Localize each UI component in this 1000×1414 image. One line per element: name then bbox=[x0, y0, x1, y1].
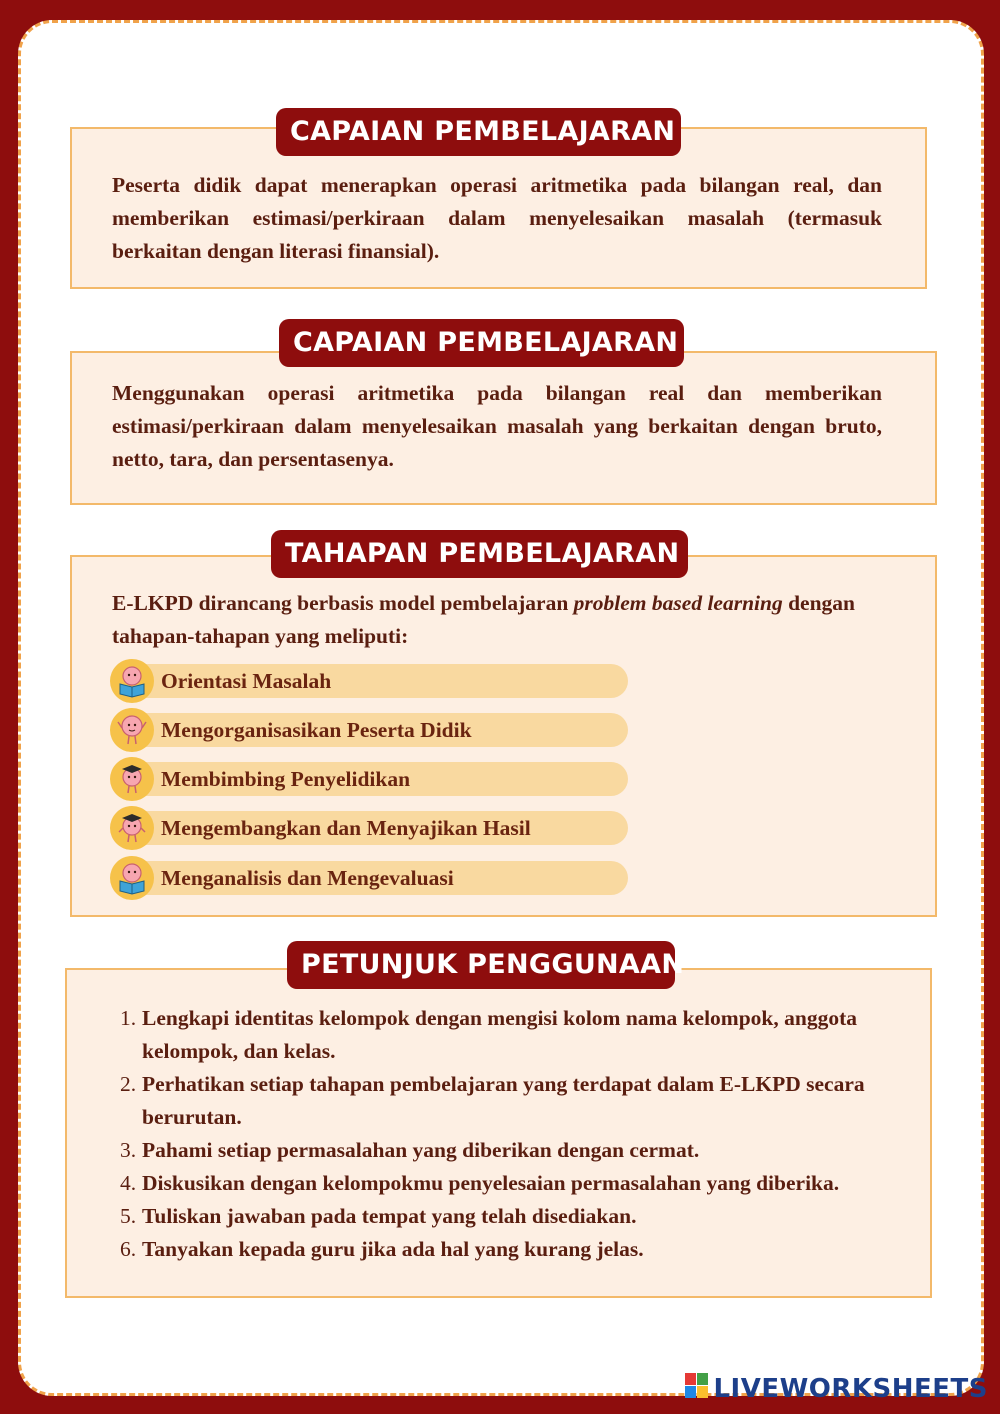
petunjuk-section bbox=[65, 968, 932, 1298]
instruction-number: 5. bbox=[120, 1204, 137, 1228]
instruction-text: Perhatikan setiap tahapan pembelajaran yang terdapat dalam E-LKPD secara berurutan. bbox=[142, 1072, 865, 1129]
instruction-item bbox=[120, 1002, 910, 1068]
liveworksheets-logo-icon bbox=[685, 1373, 709, 1404]
instruction-number: 1. bbox=[120, 1006, 137, 1030]
step-item bbox=[112, 861, 628, 895]
instruction-item bbox=[120, 1068, 910, 1134]
capaian-title-1: CAPAIAN PEMBELAJARAN bbox=[276, 108, 681, 156]
step-label: Orientasi Masalah bbox=[161, 669, 332, 693]
instruction-item bbox=[120, 1200, 910, 1233]
step-item bbox=[112, 762, 628, 796]
tahapan-intro bbox=[112, 587, 904, 653]
instruction-text: Tuliskan jawaban pada tempat yang telah disediakan. bbox=[142, 1204, 637, 1228]
instruction-item bbox=[120, 1233, 910, 1266]
capaian-section-2 bbox=[70, 351, 937, 505]
step-item bbox=[112, 811, 628, 845]
instruction-number: 3. bbox=[120, 1138, 137, 1162]
instruction-number: 2. bbox=[120, 1072, 137, 1096]
capaian-text-1: Peserta didik dapat menerapkan operasi aritmetika pada bilangan real, dan memberikan estimasi/perkiraan dalam menyelesaikan masalah (termasuk berkaitan dengan literasi finansial). bbox=[112, 173, 882, 263]
tahapan-section bbox=[70, 555, 937, 917]
instruction-text: Tanyakan kepada guru jika ada hal yang kurang jelas. bbox=[142, 1237, 644, 1261]
instruction-text: Lengkapi identitas kelompok dengan mengisi kolom nama kelompok, anggota kelompok, dan kelas. bbox=[142, 1006, 858, 1063]
instruction-number: 4. bbox=[120, 1171, 137, 1195]
capaian-title-2: CAPAIAN PEMBELAJARAN bbox=[279, 319, 684, 367]
instruction-item bbox=[120, 1134, 910, 1167]
watermark-text: LIVEWORKSHEETS bbox=[713, 1373, 988, 1404]
step-item bbox=[112, 713, 628, 747]
step-label: Mengorganisasikan Peserta Didik bbox=[161, 718, 472, 742]
brain-reading-book-icon bbox=[110, 659, 154, 703]
instruction-list bbox=[120, 1002, 910, 1266]
capaian-text-2: Menggunakan operasi aritmetika pada bilangan real dan memberikan estimasi/perkiraan dalam menyelesaikan masalah yang berkaitan dengan bruto, netto, tara, dan persentasenya. bbox=[112, 381, 882, 471]
tahapan-title: TAHAPAN PEMBELAJARAN bbox=[271, 530, 688, 578]
instruction-text: Diskusikan dengan kelompokmu penyelesaian permasalahan yang diberika. bbox=[142, 1171, 840, 1195]
step-label: Membimbing Penyelidikan bbox=[161, 767, 411, 791]
tahapan-intro-italic: problem based learning bbox=[573, 591, 783, 615]
step-item bbox=[112, 664, 628, 698]
step-label: Mengembangkan dan Menyajikan Hasil bbox=[161, 816, 531, 840]
brain-graduate-icon bbox=[110, 806, 154, 850]
brain-thinking-icon bbox=[110, 708, 154, 752]
instruction-text: Pahami setiap permasalahan yang diberikan dengan cermat. bbox=[142, 1138, 700, 1162]
instruction-item bbox=[120, 1167, 910, 1200]
tahapan-intro-before: E-LKPD dirancang berbasis model pembelajaran bbox=[112, 591, 574, 615]
brain-reading-book-icon bbox=[110, 856, 154, 900]
worksheet-page bbox=[18, 20, 984, 1396]
liveworksheets-watermark bbox=[685, 1373, 988, 1404]
brain-graduate-icon bbox=[110, 757, 154, 801]
instruction-number: 6. bbox=[120, 1237, 137, 1261]
tahapan-intro-after: dengan tahapan-tahapan yang meliputi: bbox=[112, 591, 856, 648]
petunjuk-title: PETUNJUK PENGGUNAAN bbox=[287, 941, 675, 989]
step-label: Menganalisis dan Mengevaluasi bbox=[161, 866, 454, 890]
